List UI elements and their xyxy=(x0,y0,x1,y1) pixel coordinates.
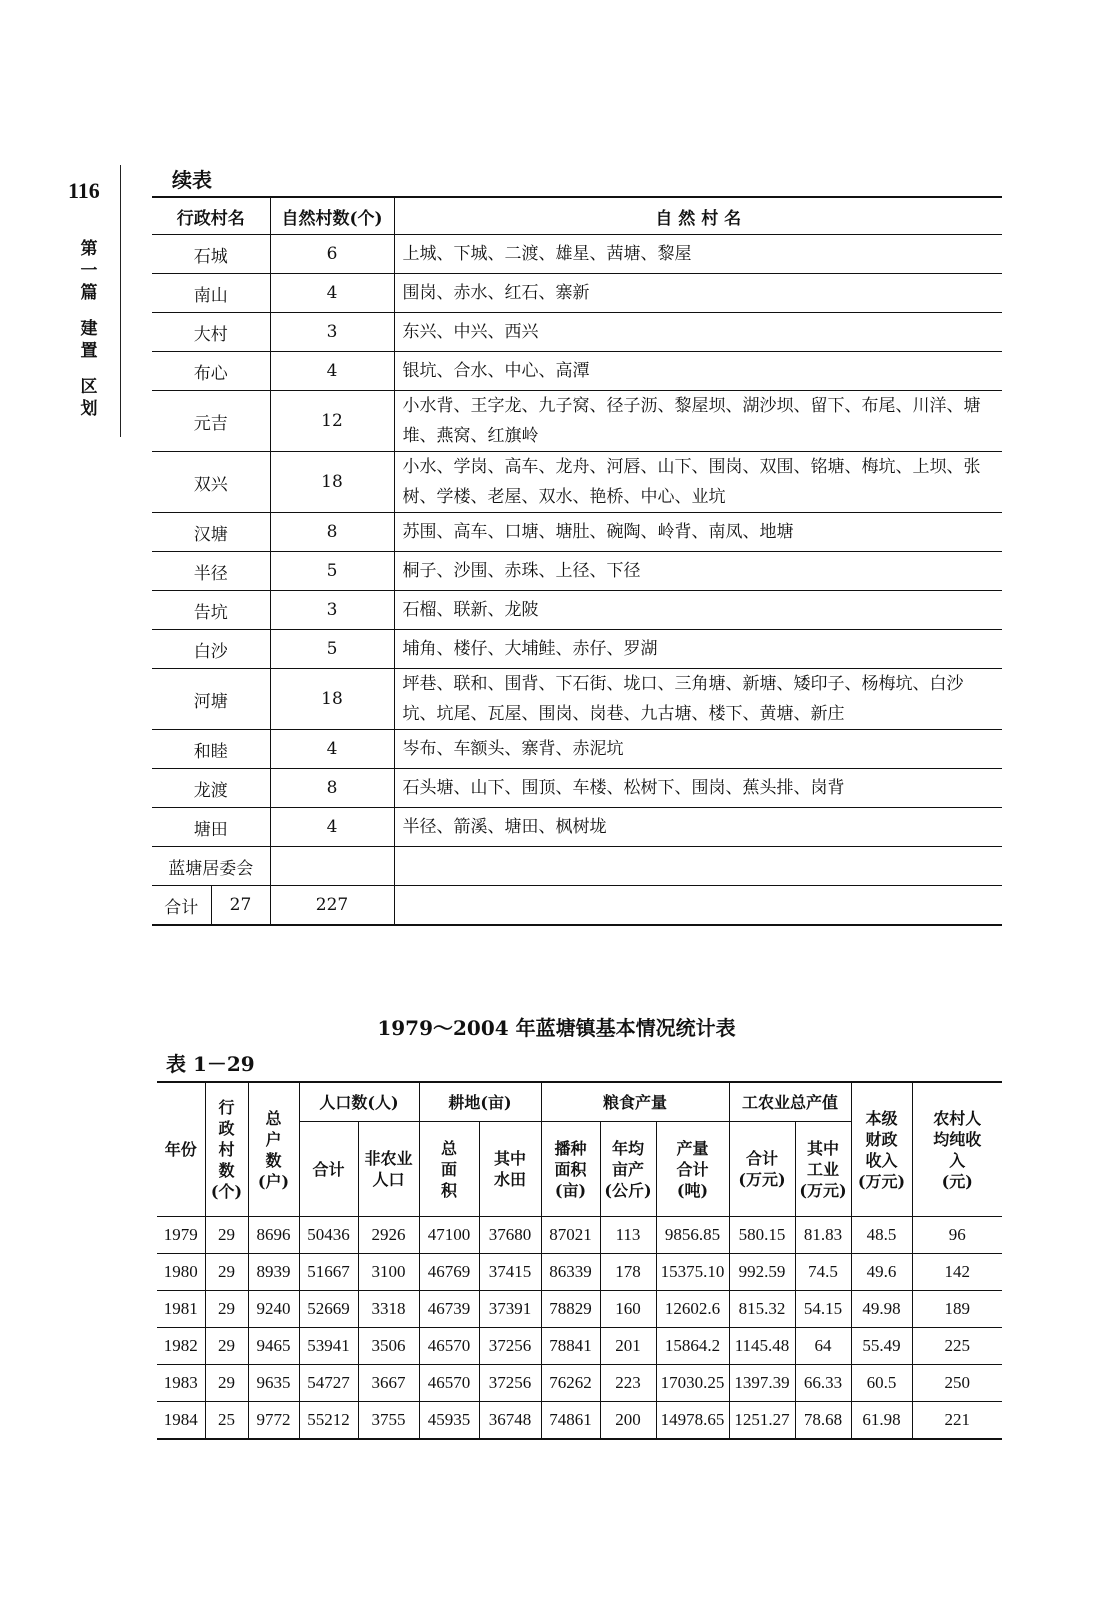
cell-yield: 201 xyxy=(600,1328,656,1365)
village-row xyxy=(152,513,1002,552)
cell-households: 9772 xyxy=(248,1402,299,1440)
village-row xyxy=(152,274,1002,313)
natural-village-count: 12 xyxy=(270,391,394,452)
header-line: (户) xyxy=(257,1171,290,1191)
admin-village-name: 石城 xyxy=(152,235,270,274)
cell-output-total: 815.32 xyxy=(729,1291,795,1328)
header-yield xyxy=(600,1122,656,1217)
village-table-body xyxy=(152,235,1002,886)
cell-grain-total: 17030.25 xyxy=(656,1365,729,1402)
natural-village-names: 围岗、赤水、红石、寨新 xyxy=(394,274,1002,313)
page-number: 116 xyxy=(68,178,100,203)
village-row xyxy=(152,630,1002,669)
cell-year: 1983 xyxy=(157,1365,205,1402)
header-line: 其中 xyxy=(806,1138,839,1158)
header-line: (公斤) xyxy=(604,1180,652,1200)
natural-village-count: 4 xyxy=(270,808,394,847)
natural-village-count: 4 xyxy=(270,730,394,769)
natural-village-names: 上城、下城、二渡、雄星、茜塘、黎屋 xyxy=(394,235,1002,274)
header-population: 人口数(人) xyxy=(299,1082,419,1122)
natural-village-count: 18 xyxy=(270,669,394,730)
natural-village-count: 5 xyxy=(270,552,394,591)
cell-land-total: 46739 xyxy=(419,1291,479,1328)
header-output: 工农业总产值 xyxy=(729,1082,851,1122)
cell-sown-area: 78841 xyxy=(541,1328,600,1365)
village-row xyxy=(152,352,1002,391)
admin-village-name: 布心 xyxy=(152,352,270,391)
cell-admin-villages: 29 xyxy=(205,1328,248,1365)
header-line: 年均 xyxy=(611,1138,644,1158)
cell-land-total: 46769 xyxy=(419,1254,479,1291)
natural-village-names: 小水、学岗、高车、龙舟、河唇、山下、围岗、双围、铭塘、梅坑、上坝、张树、学楼、老屋、双水、艳桥、中心、业坑 xyxy=(394,452,1002,513)
statistics-row xyxy=(157,1402,1002,1440)
side-title-char: 置 xyxy=(80,341,98,361)
statistics-row xyxy=(157,1291,1002,1328)
natural-village-names: 东兴、中兴、西兴 xyxy=(394,313,1002,352)
cell-households: 9465 xyxy=(248,1328,299,1365)
header-line: (元) xyxy=(941,1171,973,1191)
admin-village-name: 大村 xyxy=(152,313,270,352)
cell-pop-nonagri: 3667 xyxy=(358,1365,419,1402)
natural-village-names: 半径、箭溪、塘田、枫树垅 xyxy=(394,808,1002,847)
cell-households: 9635 xyxy=(248,1365,299,1402)
header-line: 非农业 xyxy=(364,1149,413,1168)
admin-village-name: 汉塘 xyxy=(152,513,270,552)
village-row xyxy=(152,808,1002,847)
header-land-total xyxy=(419,1122,479,1217)
side-title-char: 第 xyxy=(80,239,98,259)
header-fiscal-revenue xyxy=(851,1082,912,1217)
cell-rural-income: 250 xyxy=(912,1365,1002,1402)
cell-fiscal-revenue: 55.49 xyxy=(851,1328,912,1365)
natural-village-names: 石头塘、山下、围顶、车楼、松树下、围岗、蕉头排、岗背 xyxy=(394,769,1002,808)
cell-year: 1979 xyxy=(157,1217,205,1254)
header-line: 积 xyxy=(440,1180,457,1200)
cell-pop-nonagri: 2926 xyxy=(358,1217,419,1254)
cell-grain-total: 15864.2 xyxy=(656,1328,729,1365)
admin-village-name: 告坑 xyxy=(152,591,270,630)
margin-rule xyxy=(120,165,121,437)
natural-village-names: 苏围、高车、口塘、塘肚、碗陶、岭背、南凤、地塘 xyxy=(394,513,1002,552)
cell-sown-area: 86339 xyxy=(541,1254,600,1291)
natural-village-count xyxy=(270,847,394,886)
cell-pop-total: 55212 xyxy=(299,1402,358,1440)
village-row xyxy=(152,591,1002,630)
cell-output-total: 992.59 xyxy=(729,1254,795,1291)
cell-output-industry: 64 xyxy=(795,1328,851,1365)
cell-land-paddy: 36748 xyxy=(479,1402,541,1440)
header-admin-villages xyxy=(205,1082,248,1217)
cell-land-paddy: 37391 xyxy=(479,1291,541,1328)
cell-sown-area: 78829 xyxy=(541,1291,600,1328)
statistics-table xyxy=(157,1081,1002,1440)
header-output-industry xyxy=(795,1122,851,1217)
cell-households: 8696 xyxy=(248,1217,299,1254)
header-sown-area xyxy=(541,1122,600,1217)
total-label: 合计 xyxy=(152,886,211,926)
admin-village-name: 半径 xyxy=(152,552,270,591)
header-line: (个) xyxy=(210,1182,243,1201)
header-line: 村 xyxy=(218,1140,235,1159)
village-row xyxy=(152,847,1002,886)
chapter-side-title xyxy=(78,238,100,420)
cell-land-total: 46570 xyxy=(419,1328,479,1365)
header-line: (万元) xyxy=(799,1180,847,1200)
header-line: 财政 xyxy=(865,1129,898,1149)
admin-village-name: 塘田 xyxy=(152,808,270,847)
admin-village-name: 蓝塘居委会 xyxy=(152,847,270,886)
header-pop-nonagri xyxy=(358,1122,419,1217)
header-line: 数 xyxy=(218,1161,235,1180)
header-line: 农村人 xyxy=(933,1108,982,1128)
header-pop-total: 合计 xyxy=(299,1122,358,1217)
cell-grain-total: 15375.10 xyxy=(656,1254,729,1291)
village-row xyxy=(152,235,1002,274)
natural-village-names: 埔角、楼仔、大埔鲑、赤仔、罗湖 xyxy=(394,630,1002,669)
cell-pop-total: 51667 xyxy=(299,1254,358,1291)
village-row xyxy=(152,313,1002,352)
cell-pop-nonagri: 3506 xyxy=(358,1328,419,1365)
header-line: 产量 xyxy=(676,1138,709,1158)
cell-pop-total: 50436 xyxy=(299,1217,358,1254)
cell-output-industry: 54.15 xyxy=(795,1291,851,1328)
admin-village-name: 白沙 xyxy=(152,630,270,669)
cell-output-industry: 78.68 xyxy=(795,1402,851,1440)
cell-pop-nonagri: 3100 xyxy=(358,1254,419,1291)
cell-admin-villages: 25 xyxy=(205,1402,248,1440)
cell-grain-total: 14978.65 xyxy=(656,1402,729,1440)
statistics-row xyxy=(157,1217,1002,1254)
natural-village-names: 桐子、沙围、赤珠、上径、下径 xyxy=(394,552,1002,591)
side-title-char: 一 xyxy=(80,261,98,281)
cell-year: 1981 xyxy=(157,1291,205,1328)
cell-land-paddy: 37680 xyxy=(479,1217,541,1254)
natural-village-count: 6 xyxy=(270,235,394,274)
header-output-total xyxy=(729,1122,795,1217)
header-line: 合计 xyxy=(676,1159,709,1179)
statistics-row xyxy=(157,1328,1002,1365)
header-farmland: 耕地(亩) xyxy=(419,1082,541,1122)
header-year: 年份 xyxy=(157,1082,205,1217)
header-line: 户 xyxy=(265,1129,282,1149)
header-line: 行 xyxy=(218,1098,235,1117)
total-admin-count: 27 xyxy=(211,886,270,926)
natural-village-names: 小水背、王字龙、九子窝、径子沥、黎屋坝、湖沙坝、留下、布尾、川洋、塘堆、燕窝、红旗岭 xyxy=(394,391,1002,452)
cell-land-total: 47100 xyxy=(419,1217,479,1254)
cell-yield: 113 xyxy=(600,1217,656,1254)
header-natural-count: 自然村数(个) xyxy=(270,197,394,235)
admin-village-name: 元吉 xyxy=(152,391,270,452)
natural-village-names: 岑布、车额头、寨背、赤泥坑 xyxy=(394,730,1002,769)
header-line: 工业 xyxy=(806,1159,839,1179)
cell-pop-nonagri: 3755 xyxy=(358,1402,419,1440)
header-line: (万元) xyxy=(738,1170,786,1189)
natural-village-count: 4 xyxy=(270,274,394,313)
cell-fiscal-revenue: 48.5 xyxy=(851,1217,912,1254)
cell-pop-nonagri: 3318 xyxy=(358,1291,419,1328)
cell-sown-area: 74861 xyxy=(541,1402,600,1440)
admin-village-name: 和睦 xyxy=(152,730,270,769)
table2-title: 1979～2004 年蓝塘镇基本情况统计表 xyxy=(377,1016,736,1040)
statistics-table-body xyxy=(157,1217,1002,1440)
cell-grain-total: 9856.85 xyxy=(656,1217,729,1254)
cell-output-total: 1397.39 xyxy=(729,1365,795,1402)
header-line: 其中 xyxy=(493,1149,526,1168)
header-line: 面 xyxy=(440,1159,457,1179)
cell-pop-total: 53941 xyxy=(299,1328,358,1365)
cell-sown-area: 87021 xyxy=(541,1217,600,1254)
table1-caption: 续表 xyxy=(172,168,212,192)
header-line: 水田 xyxy=(493,1170,526,1189)
village-table xyxy=(152,196,1002,926)
cell-grain-total: 12602.6 xyxy=(656,1291,729,1328)
header-line: 亩产 xyxy=(611,1159,644,1179)
cell-yield: 178 xyxy=(600,1254,656,1291)
header-grain: 粮食产量 xyxy=(541,1082,729,1122)
side-title-char: 区 xyxy=(80,377,98,397)
cell-households: 9240 xyxy=(248,1291,299,1328)
header-line: 政 xyxy=(218,1119,235,1138)
cell-yield: 200 xyxy=(600,1402,656,1440)
cell-land-total: 45935 xyxy=(419,1402,479,1440)
natural-village-names: 坪巷、联和、围背、下石街、垅口、三角塘、新塘、矮印子、杨梅坑、白沙坑、坑尾、瓦屋、围岗、岗巷、九古塘、楼下、黄塘、新庄 xyxy=(394,669,1002,730)
header-line: (亩) xyxy=(554,1180,587,1200)
header-line: (万元) xyxy=(857,1171,906,1191)
cell-land-paddy: 37256 xyxy=(479,1365,541,1402)
header-grain-total xyxy=(656,1122,729,1217)
side-title-char: 篇 xyxy=(80,283,98,303)
cell-admin-villages: 29 xyxy=(205,1217,248,1254)
cell-land-total: 46570 xyxy=(419,1365,479,1402)
total-row xyxy=(152,886,1002,926)
header-line: (吨) xyxy=(676,1180,709,1200)
statistics-row xyxy=(157,1254,1002,1291)
header-line: 均纯收 xyxy=(933,1129,982,1149)
natural-village-count: 4 xyxy=(270,352,394,391)
header-line: 播种 xyxy=(554,1138,587,1158)
cell-fiscal-revenue: 49.98 xyxy=(851,1291,912,1328)
header-rural-income xyxy=(912,1082,1002,1217)
header-line: 总 xyxy=(440,1138,457,1158)
village-row xyxy=(152,391,1002,452)
cell-rural-income: 221 xyxy=(912,1402,1002,1440)
cell-year: 1980 xyxy=(157,1254,205,1291)
header-line: 入 xyxy=(949,1150,966,1170)
header-households xyxy=(248,1082,299,1217)
cell-fiscal-revenue: 60.5 xyxy=(851,1365,912,1402)
village-row xyxy=(152,552,1002,591)
cell-rural-income: 189 xyxy=(912,1291,1002,1328)
statistics-row xyxy=(157,1365,1002,1402)
cell-admin-villages: 29 xyxy=(205,1365,248,1402)
cell-rural-income: 96 xyxy=(912,1217,1002,1254)
cell-output-total: 1145.48 xyxy=(729,1328,795,1365)
cell-admin-villages: 29 xyxy=(205,1291,248,1328)
village-row xyxy=(152,669,1002,730)
cell-pop-total: 52669 xyxy=(299,1291,358,1328)
total-natural-count: 227 xyxy=(270,886,394,926)
cell-pop-total: 54727 xyxy=(299,1365,358,1402)
header-line: 数 xyxy=(265,1150,282,1170)
cell-admin-villages: 29 xyxy=(205,1254,248,1291)
admin-village-name: 龙渡 xyxy=(152,769,270,808)
cell-sown-area: 76262 xyxy=(541,1365,600,1402)
header-land-paddy xyxy=(479,1122,541,1217)
cell-rural-income: 142 xyxy=(912,1254,1002,1291)
cell-output-total: 580.15 xyxy=(729,1217,795,1254)
cell-output-industry: 74.5 xyxy=(795,1254,851,1291)
cell-year: 1984 xyxy=(157,1402,205,1440)
cell-fiscal-revenue: 49.6 xyxy=(851,1254,912,1291)
cell-rural-income: 225 xyxy=(912,1328,1002,1365)
cell-yield: 223 xyxy=(600,1365,656,1402)
cell-fiscal-revenue: 61.98 xyxy=(851,1402,912,1440)
admin-village-name: 双兴 xyxy=(152,452,270,513)
cell-households: 8939 xyxy=(248,1254,299,1291)
village-row xyxy=(152,452,1002,513)
header-natural-names: 自 然 村 名 xyxy=(394,197,1002,235)
cell-yield: 160 xyxy=(600,1291,656,1328)
village-row xyxy=(152,730,1002,769)
side-title-char: 划 xyxy=(80,399,98,419)
natural-village-count: 3 xyxy=(270,591,394,630)
header-line: 收入 xyxy=(865,1150,898,1170)
natural-village-names: 银坑、合水、中心、高潭 xyxy=(394,352,1002,391)
natural-village-count: 5 xyxy=(270,630,394,669)
header-line: 面积 xyxy=(554,1159,587,1179)
cell-land-paddy: 37415 xyxy=(479,1254,541,1291)
header-line: 本级 xyxy=(865,1108,898,1128)
admin-village-name: 河塘 xyxy=(152,669,270,730)
cell-land-paddy: 37256 xyxy=(479,1328,541,1365)
natural-village-names: 石榴、联新、龙陂 xyxy=(394,591,1002,630)
header-line: 总 xyxy=(265,1108,282,1128)
natural-village-count: 8 xyxy=(270,769,394,808)
cell-output-industry: 66.33 xyxy=(795,1365,851,1402)
cell-output-total: 1251.27 xyxy=(729,1402,795,1440)
header-line: 人口 xyxy=(372,1170,405,1189)
table2-caption: 表 1－29 xyxy=(166,1052,255,1076)
natural-village-count: 18 xyxy=(270,452,394,513)
total-names xyxy=(394,886,1002,926)
cell-year: 1982 xyxy=(157,1328,205,1365)
village-row xyxy=(152,769,1002,808)
natural-village-names xyxy=(394,847,1002,886)
header-admin-village: 行政村名 xyxy=(152,197,270,235)
side-title-char: 建 xyxy=(80,319,98,339)
natural-village-count: 3 xyxy=(270,313,394,352)
cell-output-industry: 81.83 xyxy=(795,1217,851,1254)
header-line: 合计 xyxy=(745,1149,778,1168)
natural-village-count: 8 xyxy=(270,513,394,552)
admin-village-name: 南山 xyxy=(152,274,270,313)
